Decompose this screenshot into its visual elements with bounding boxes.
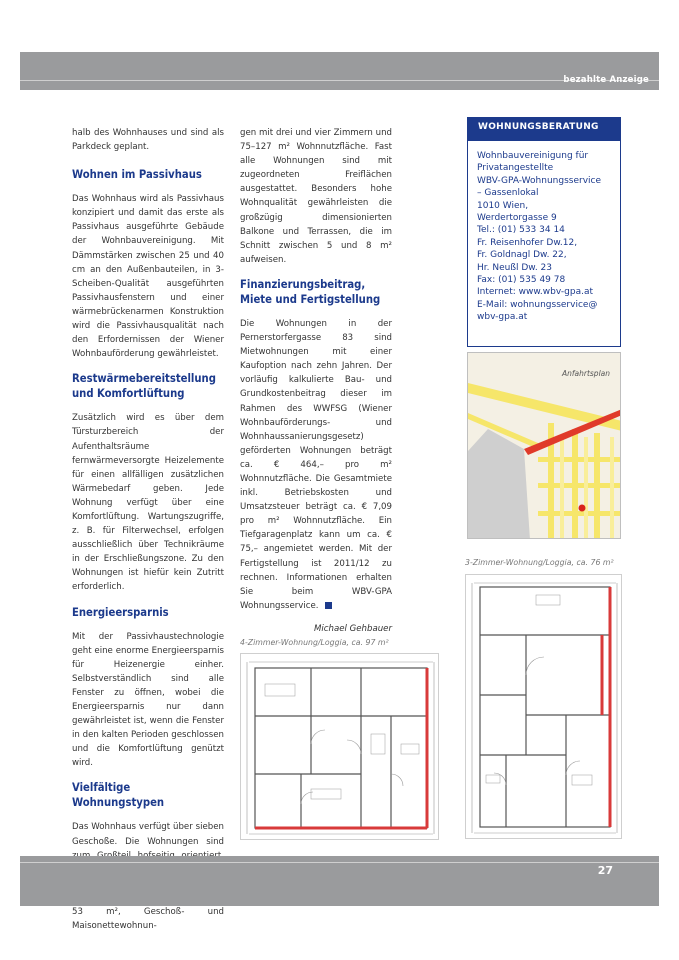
paragraph: halb des Wohnhauses und sind als Parkdeck geplant.	[72, 128, 224, 153]
heading-finanzierung: Finanzierungsbeitrag, Miete und Fertigstellung	[240, 277, 381, 306]
floor-plan-graphic	[466, 575, 622, 839]
footer-divider	[20, 862, 659, 863]
page-number: 27	[597, 864, 613, 877]
header-bar	[20, 52, 659, 90]
contact-line: – Gassenlokal	[477, 188, 539, 199]
contact-box	[467, 117, 621, 347]
paragraph-text: Die Wohnungen in der Pernerstorfergasse 83 sind Mietwohnungen mit einer Kaufoption nach zehn Jahren. Der vorläufig kalkulierte Bau- und Grundkostenbeitrag dieser im Rahmen des WWFSG (Wiener Wohnbauförderungs- und Wohnhaussanierungsgesetz) geförderten Wohnungen beträgt ca. € 464,– pro m² Wohnnutzfläche. Die Gesamtmiete inkl. Betriebskosten und Umsatzsteuer beträgt ca. € 7,09 pro m² Wohnnutzfläche. Ein Tiefgaragenplatz kann um ca. € 75,– angemietet werden. Mit der Fertigstellung ist 2011/12 zu rechnen. Informationen erhalten Sie beim WBV-GPA Wohnungsservice.	[240, 318, 392, 611]
contact-line: WBV-GPA-Wohnungsservice	[477, 175, 602, 186]
website-link[interactable]: Internet: www.wbv-gpa.at	[477, 287, 593, 298]
email-link[interactable]: E-Mail: wohnungsservice@	[477, 299, 598, 310]
plan-b-caption: 4-Zimmer-Wohnung/Loggia, ca. 97 m²	[240, 638, 389, 647]
floor-plan-4-zimmer	[240, 653, 439, 840]
map-title: Anfahrtsplan	[562, 369, 610, 378]
contact-line: Werdertorgasse 9	[477, 213, 557, 224]
map-graphic	[468, 353, 621, 539]
heading-energieersparnis: Energieersparnis	[72, 605, 169, 619]
directions-map	[467, 352, 621, 539]
author-name: Michael Gehbauer	[313, 623, 392, 634]
heading-passivhaus: Wohnen im Passivhaus	[72, 168, 202, 182]
contact-fax: Fax: (01) 535 49 78	[477, 275, 566, 286]
floor-plan-3-zimmer	[465, 574, 622, 839]
contact-line: Hr. Neußl Dw. 23	[477, 262, 553, 273]
ad-label: bezahlte Anzeige	[563, 75, 649, 85]
heading-restwaerme: Restwärmebereitstellung und Komfortlüftung	[72, 372, 216, 401]
heading-wohnungstypen: Vielfältige Wohnungstypen	[72, 781, 165, 810]
contact-line: Wohnbauvereinigung für	[477, 151, 589, 161]
paragraph	[240, 317, 392, 613]
article-column-1	[72, 126, 224, 942]
footer-bar	[20, 856, 659, 906]
paragraph: Zusätzlich wird es über dem Türsturzbereich der Aufenthaltsräume fernwärmeversorgte Heizelemente für einen allfälligen zusätzlichen Wärmebedarf geben. Jede Wohnung verfügt über eine Komfortlüftung. Wartungszugriffe, z. B. für Filterwechsel, erfolgen ausschließlich über Technikräume in der Erschließungszone. Zu den Wohnungen ist hiefür kein Zutritt erforderlich.	[72, 413, 224, 593]
plan-a-caption: 3-Zimmer-Wohnung/Loggia, ca. 76 m²	[465, 558, 614, 567]
contact-lines	[468, 141, 620, 324]
email-link-continued[interactable]: wbv-gpa.at	[477, 312, 528, 323]
contact-line: Fr. Reisenhofer Dw.12,	[477, 237, 578, 248]
contact-line: 1010 Wien,	[477, 200, 529, 211]
paragraph: Das Wohnhaus wird als Passivhaus konzipiert und damit das erste als Passivhaus ausgeführte Gebäude der Wohnbauvereinigung. Mit Dämmstärken zwischen 25 und 40 cm an den Außenbauteilen, in 3-Scheiben-Qualität ausgeführten Passivhausfenstern und einer wärmebrückenarmen Konstruktion wird die Passivhausqualität nach den Erfordernissen der Wiener Wohnbauförderung gewährleistet.	[72, 194, 224, 360]
contact-line: Fr. Goldnagl Dw. 22,	[477, 250, 567, 261]
paragraph: gen mit drei und vier Zimmern und 75–127 m² Wohnnutzfläche. Fast alle Wohnungen sind mit zugeordneten Freiflächen ausgestattet. Besonders hohe Wohnqualität gewährleisten die großzügig dimensionierten Balkone und Terrassen, die im Schnitt zwischen 5 und 8 m² aufweisen.	[240, 128, 392, 265]
paragraph: Das Wohnhaus verfügt über sieben Geschoße. Die Wohnungen sind 53 m², Geschoß- und Maisonettewohnun-	[72, 822, 224, 932]
end-mark-icon	[325, 602, 332, 609]
contact-line: Privatangestellte	[477, 163, 554, 174]
floor-plan-graphic	[241, 654, 439, 840]
contact-box-title: WOHNUNGSBERATUNG	[468, 118, 620, 141]
paragraph: Mit der Passivhaustechnologie geht eine enorme Energieersparnis für Heizenergie einher. Selbstverständlich sind alle Fenster zu öffnen, wobei die Energieersparnis nur dann gewährleistet ist, wenn die Fenster in den kalten Perioden geschlossen und die Komfortlüftung genützt wird.	[72, 631, 224, 769]
article-column-2	[240, 126, 392, 636]
contact-phone[interactable]: Tel.: (01) 533 34 14	[477, 225, 565, 236]
